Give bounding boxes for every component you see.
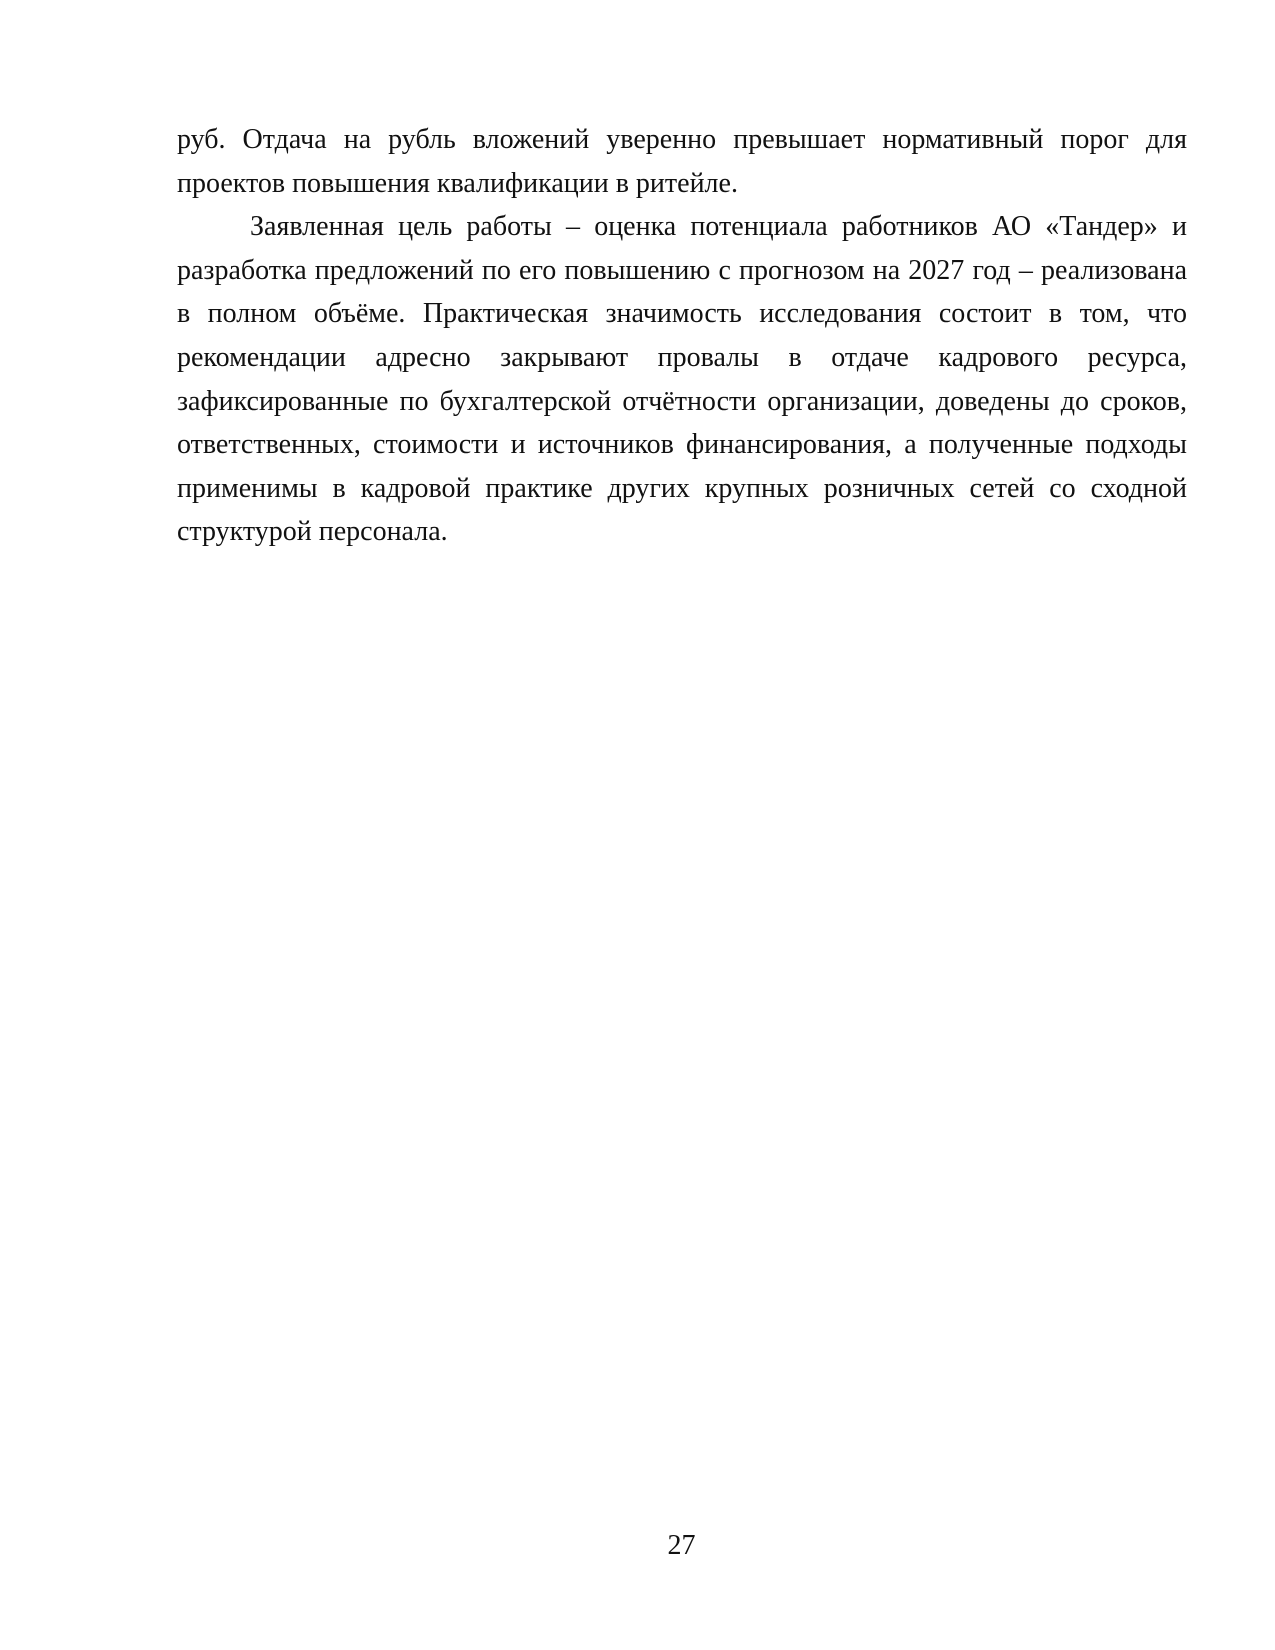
paragraph-continuation: руб. Отдача на рубль вложений уверенно превышает нормативный порог для проектов повышения квалификации в ритейле.: [177, 124, 1187, 199]
paragraph-conclusion: Заявленная цель работы – оценка потенциала работников АО «Тандер» и разработка предложений по его повышению с прогнозом на 2027 год – реализована в полном объёме. Практическая значимость исследования состоит в том, что рекомендации адресно закрывают провалы в отдаче кадрового ресурса, зафиксированные по бухгалтерской отчётности организации, доведены до сроков, ответственных, стоимости и источников финансирования, а полученные подходы применимы в кадровой практике других крупных розничных сетей со сходной структурой персонала.: [177, 211, 1187, 548]
body-text: [177, 118, 1187, 554]
page-number: 27: [667, 1530, 696, 1561]
